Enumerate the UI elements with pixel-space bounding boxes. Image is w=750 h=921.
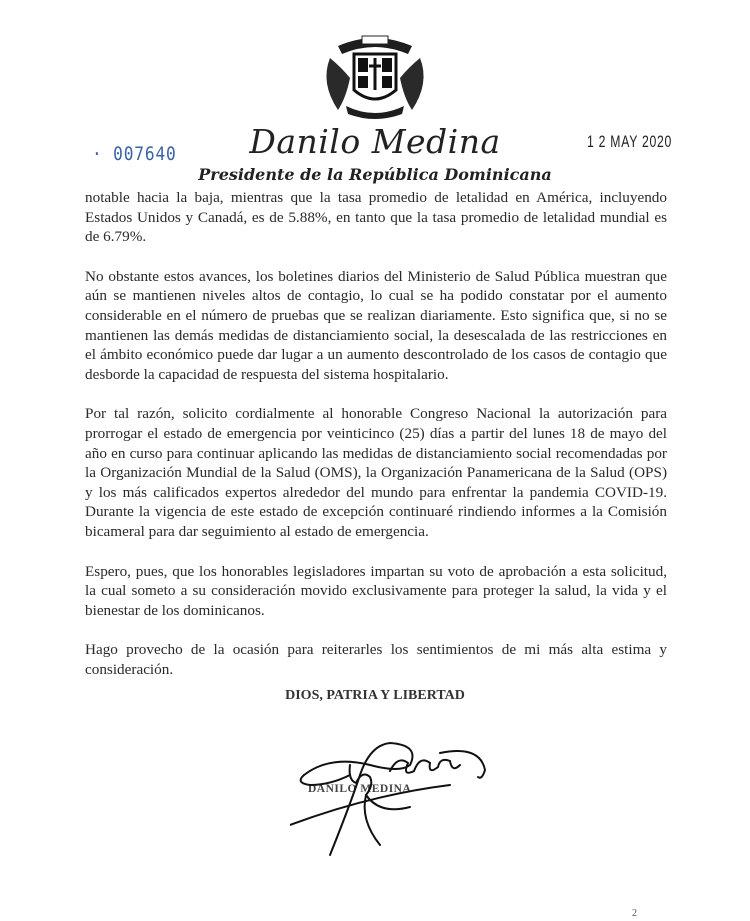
- paragraph: Espero, pues, que los honorables legisladores impartan su voto de aprobación a esta solicitud, la cual someto a su consideración movido exclusivamente para proteger la salud, la vida y el bienestar de los dominicanos.: [85, 562, 667, 619]
- letterhead-title: Presidente de la República Dominicana: [198, 165, 552, 184]
- paragraph: Hago provecho de la ocasión para reiterarles los sentimientos de mi más alta estima y consideración.: [85, 641, 667, 678]
- paragraph: notable hacia la baja, mientras que la tasa promedio de letalidad en América, incluyendo Estados Unidos y Canadá, es de 5.88%, en tanto que la tasa promedio de letalidad mundial es de 6.79%.: [85, 189, 667, 246]
- letter-body: [85, 188, 667, 699]
- letterhead-name: Danilo Medina: [249, 122, 501, 161]
- paragraph: Por tal razón, solicito cordialmente al honorable Congreso Nacional la autorización para prorrogar el estado de emergencia por veinticinco (25) días a partir del lunes 18 de mayo del año en curso para continuar aplicando las medidas de distanciamiento social recomendadas por la Organización Mundial de la Salud (OMS), la Organización Panamericana de la Salud (OPS) y los más calificados expertos alrededor del mundo para enfrentar la pandemia COVID-19. Durante la vigencia de este estado de excepción continuaré rindiendo informes a la Comisión bicameral para dar seguimiento al estado de emergencia.: [85, 405, 667, 540]
- signatory-name: DANILO MEDINA: [308, 783, 412, 795]
- reference-stamp: · 007640: [92, 143, 177, 165]
- page-number: 2: [632, 908, 637, 919]
- date-stamp: 1 2 MAY 2020: [587, 132, 673, 151]
- closing-motto: DIOS, PATRIA Y LIBERTAD: [285, 688, 465, 703]
- handwritten-signature-icon: [290, 725, 490, 865]
- paragraph: No obstante estos avances, los boletines diarios del Ministerio de Salud Pública muestran que aún se mantienen niveles altos de contagio, lo cual se ha podido constatar por el aumento considerable en el número de pruebas que se realizan diariamente. Esto significa que, si no se mantienen las demás medidas de distanciamiento social, la desescalada de las restricciones en el ámbito económico puede dar lugar a un aumento descontrolado de los casos de contagio que desborde la capacidad de respuesta del sistema hospitalario.: [85, 267, 667, 383]
- coat-of-arms-icon: [316, 28, 434, 120]
